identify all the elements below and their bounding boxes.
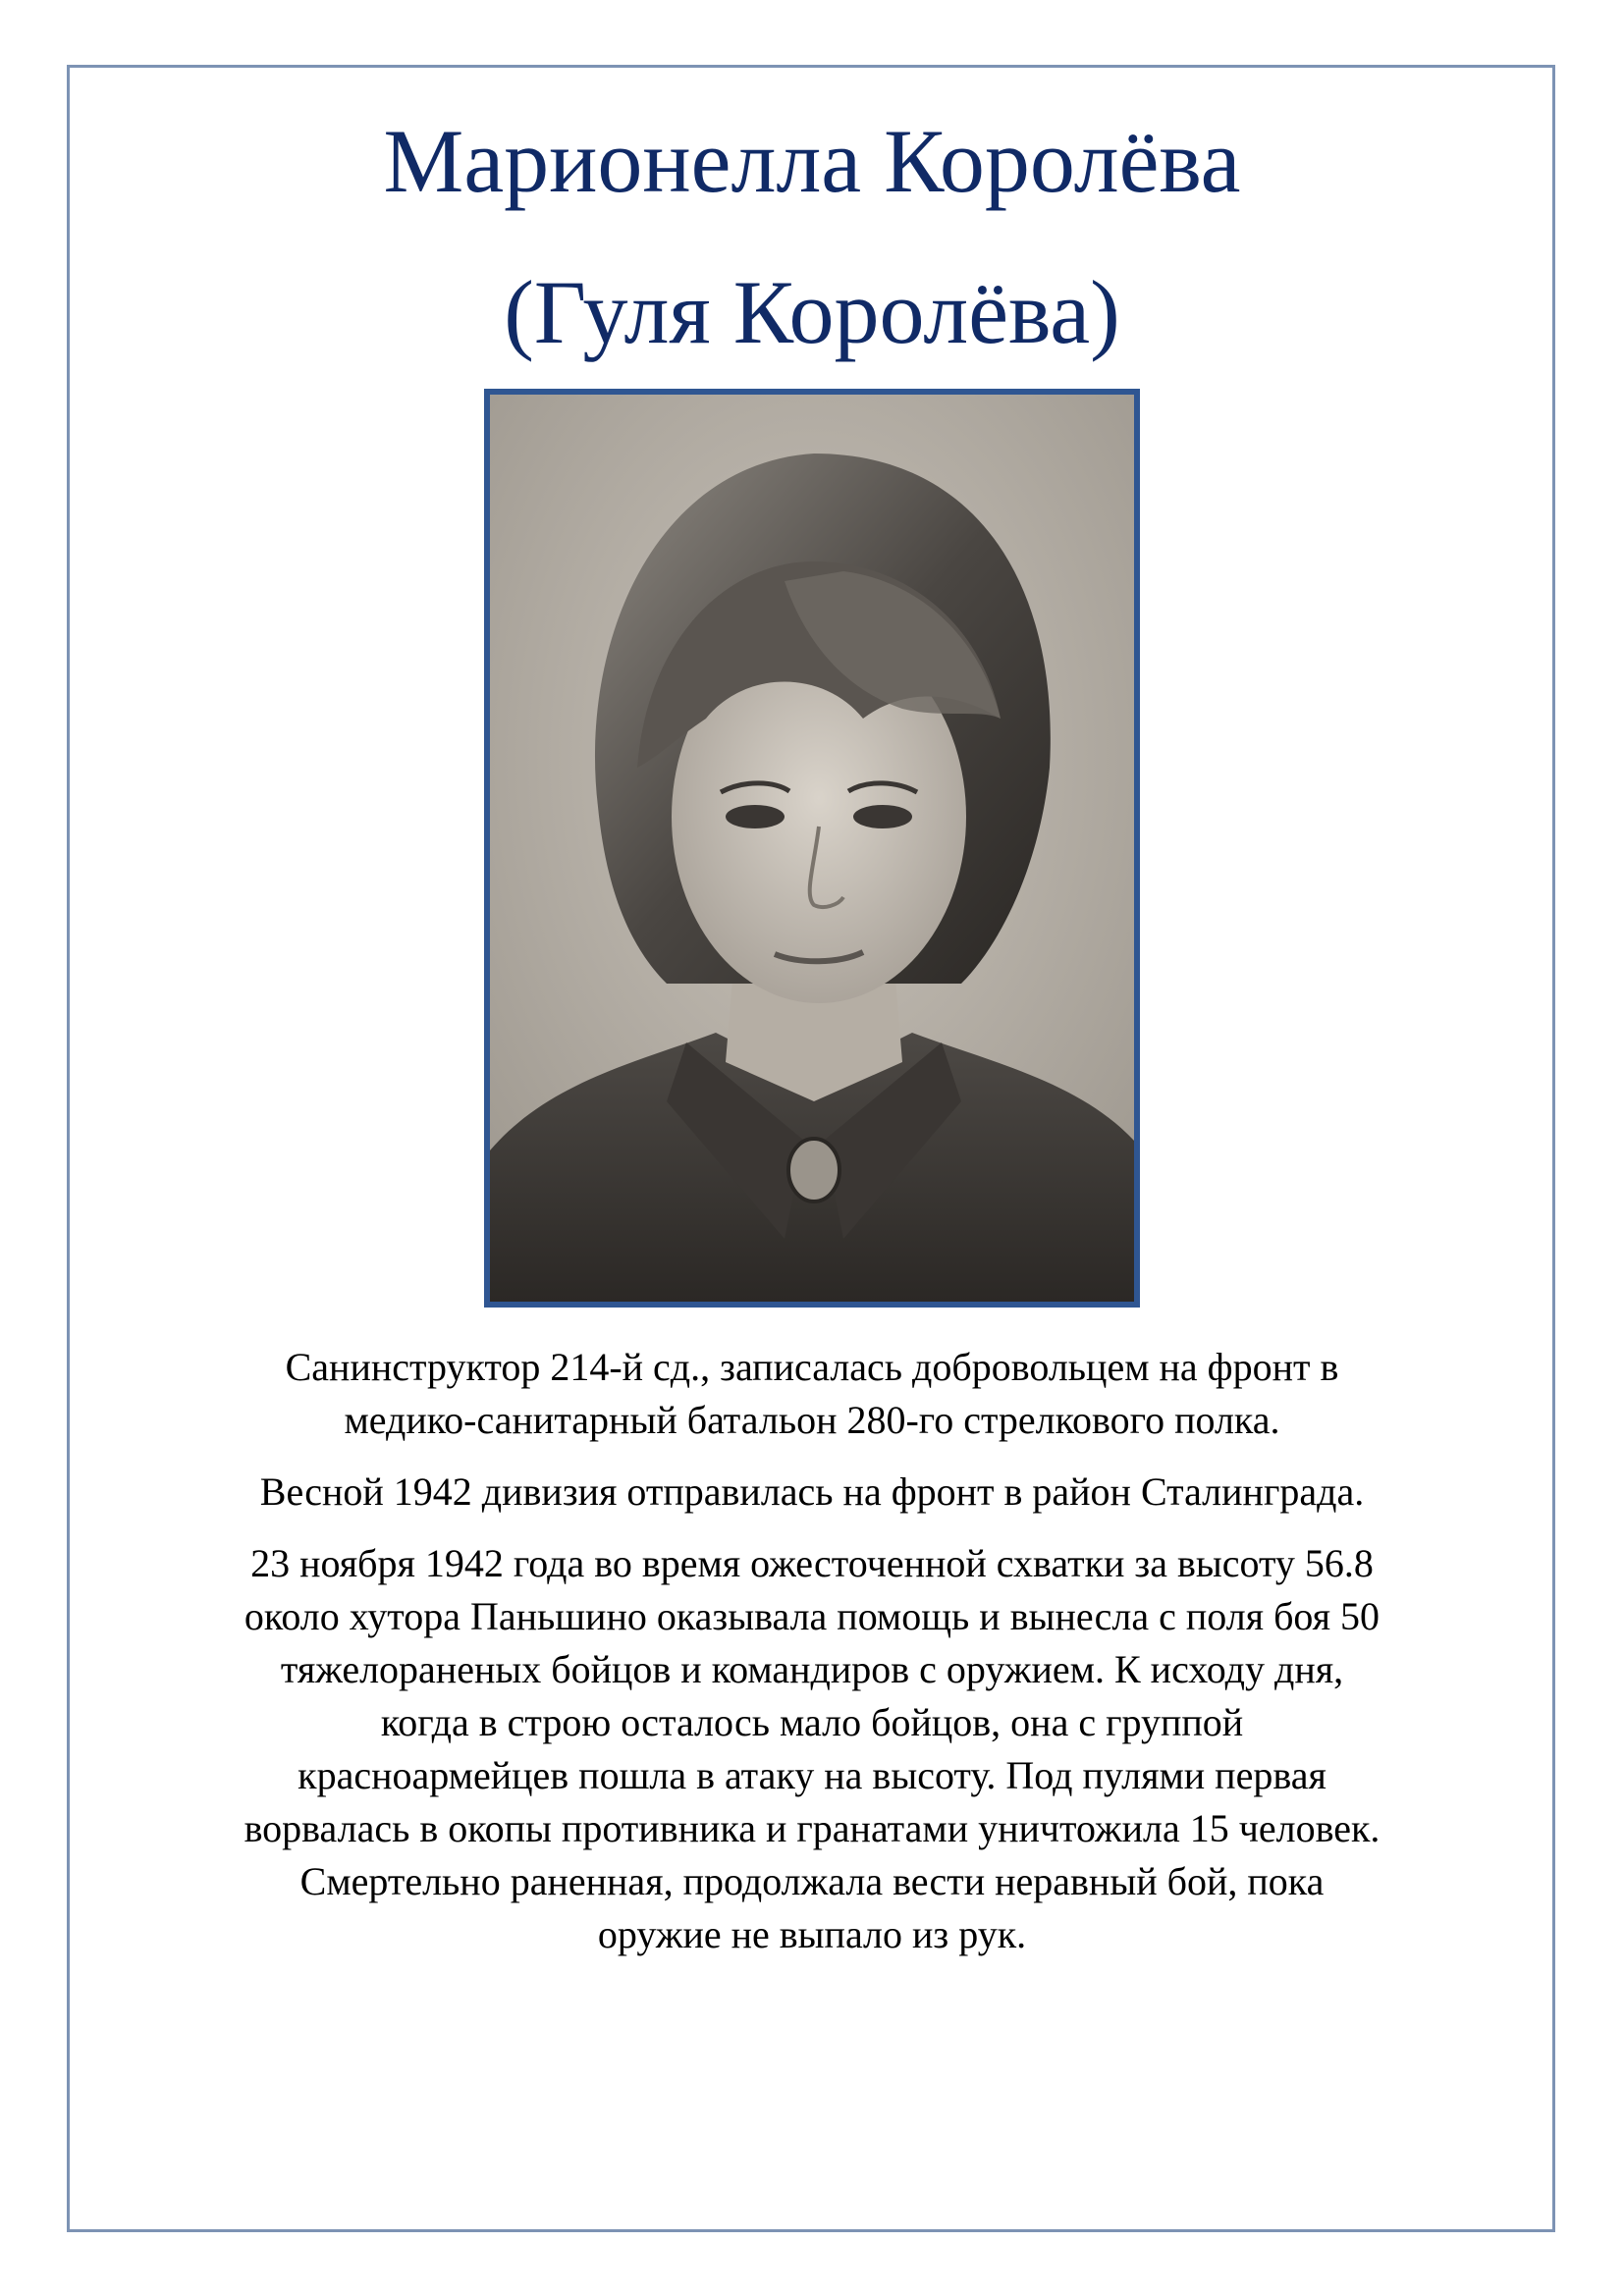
paragraph-3	[88, 1537, 1536, 1961]
portrait-photo	[484, 389, 1140, 1308]
text-line: оружие не выпало из рук.	[597, 1912, 1027, 1956]
text-line: ворвалась в окопы противника и гранатами уничтожила 15 человек.	[244, 1806, 1380, 1850]
page-subtitle: (Гуля Королёва)	[504, 262, 1120, 362]
text-line: Санинструктор 214-й сд., записалась добровольцем на фронт в	[285, 1345, 1339, 1389]
text-line: Весной 1942 дивизия отправилась на фронт в район Сталинграда.	[259, 1469, 1365, 1514]
page-title: Марионелла Королёва	[383, 111, 1241, 211]
paragraph-2	[88, 1466, 1536, 1519]
text-line: медико-санитарный батальон 280-го стрелкового полка.	[344, 1398, 1280, 1442]
text-line: Смертельно раненная, продолжала вести неравный бой, пока	[299, 1859, 1325, 1903]
text-line: тяжелораненых бойцов и командиров с оружием. К исходу дня,	[280, 1647, 1344, 1691]
portrait-illustration	[490, 395, 1134, 1302]
text-line: когда в строю осталось мало бойцов, она с группой	[380, 1700, 1244, 1744]
biography-text	[88, 1341, 1536, 1980]
text-line: 23 ноября 1942 года во время ожесточенной схватки за высоту 56.8	[250, 1541, 1374, 1585]
paragraph-1	[88, 1341, 1536, 1447]
text-line: около хутора Паньшино оказывала помощь и вынесла с поля боя 50	[244, 1594, 1380, 1638]
text-line: красноармейцев пошла в атаку на высоту. Под пулями первая	[298, 1753, 1326, 1797]
